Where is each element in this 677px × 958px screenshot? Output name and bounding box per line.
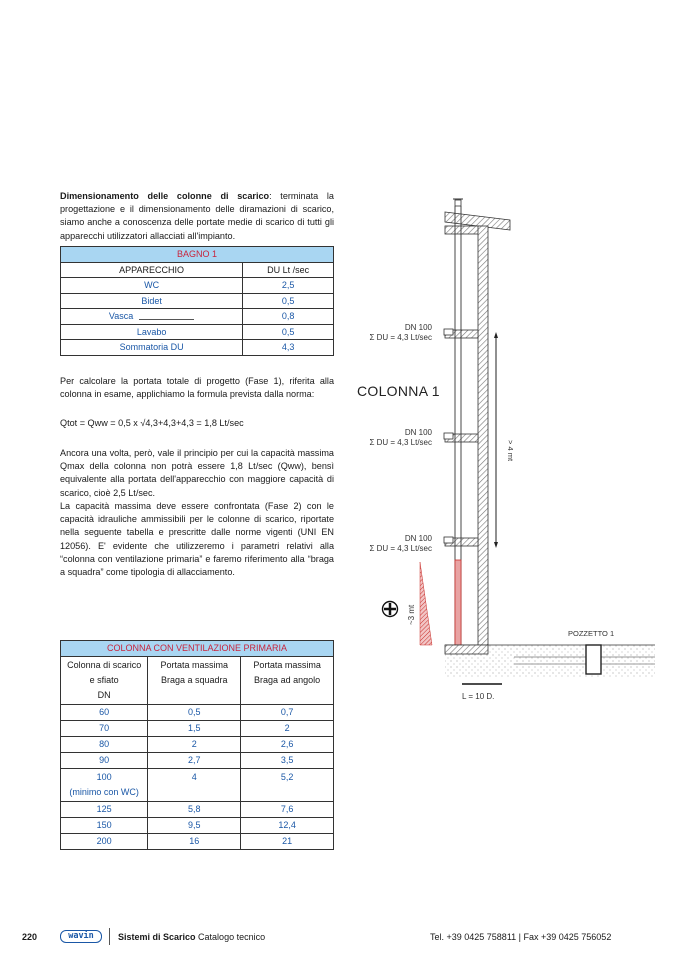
cell-angolo: 0,7 — [241, 705, 334, 721]
cell-squadra: 2 — [148, 737, 241, 753]
cell-squadra: 9,5 — [148, 818, 241, 834]
colonna-header-dn — [61, 657, 148, 705]
paragraph-calc-text: Per calcolare la portata totale di progetto (Fase 1), riferita alla colonna in esame, applichiamo la formula prevista dalla norma: — [60, 376, 334, 400]
catalog-title-bold: Sistemi di Scarico — [118, 932, 196, 942]
branch-label-2 — [360, 428, 432, 448]
cell-squadra: 4 — [148, 769, 241, 802]
header-line: Braga a squadra — [160, 675, 228, 685]
header-line: Portata massima — [253, 660, 321, 670]
table-row — [61, 818, 334, 834]
branch-du: Σ DU = 4,3 Lt/sec — [369, 333, 432, 342]
cell-angolo: 2 — [241, 721, 334, 737]
catalog-title-rest: Catalogo tecnico — [195, 932, 266, 942]
bagno-cell-value: 2,5 — [243, 278, 334, 294]
cell-dn: 200 — [61, 834, 148, 850]
bagno-cell-name-vasca — [61, 309, 243, 325]
bagno-cell-value: 4,3 — [243, 340, 334, 356]
table-row — [61, 737, 334, 753]
paragraph-fase2 — [60, 500, 334, 579]
bagno-table — [60, 246, 334, 356]
branch-dn: DN 100 — [404, 534, 432, 543]
table-row — [61, 802, 334, 818]
cell-dn: 150 — [61, 818, 148, 834]
bagno-table-title: BAGNO 1 — [61, 247, 334, 263]
paragraph-qmax-text: Ancora una volta, però, vale il principio per cui la capacità massima Qmax della colonna non potrà essere 1,8 Lt/sec (Qww), bensì equivalente alla portata dell'apparecchio con maggiore capacità di scarico, cioè 2,5 Lt/sec. — [60, 448, 334, 498]
pressure-label: ~3 mt — [407, 604, 416, 625]
cell-dn-value: 100 — [96, 772, 112, 782]
formula — [60, 417, 334, 430]
cell-dn-note: (minimo con WC) — [69, 787, 139, 797]
header-line: DN — [97, 690, 111, 700]
header-line: Portata massima — [160, 660, 229, 670]
colonna-table-title: COLONNA CON VENTILAZIONE PRIMARIA — [61, 641, 334, 657]
cell-dn: 60 — [61, 705, 148, 721]
bagno-cell-name: Vasca — [108, 311, 134, 321]
table-row — [61, 721, 334, 737]
branch-dn: DN 100 — [404, 323, 432, 332]
cell-angolo: 21 — [241, 834, 334, 850]
cell-squadra: 5,8 — [148, 802, 241, 818]
branch-label-1 — [360, 323, 432, 343]
cell-dn — [61, 769, 148, 802]
length-label: L = 10 D. — [462, 692, 495, 701]
intro-text: : terminata la progettazione e il dimensionamento delle diramazioni di scarico, siamo anche a conoscenza delle portate medie di scarico di tutti gli apparecchi utilizzatori allacciati all'impianto. — [60, 191, 334, 241]
pozzetto-label: POZZETTO 1 — [568, 629, 615, 638]
page-footer — [0, 930, 677, 946]
bagno-cell-value: 0,8 — [243, 309, 334, 325]
formula-text: Qtot = Qww = 0,5 x √4,3+4,3+4,3 = 1,8 Lt/sec — [60, 418, 244, 428]
branch-label-3 — [360, 534, 432, 554]
table-row — [61, 705, 334, 721]
table-row — [61, 340, 334, 356]
pressure-pipe-section — [455, 560, 461, 648]
header-line: Braga ad angolo — [254, 675, 321, 685]
pozzetto — [586, 645, 601, 674]
header-line: e sfiato — [89, 675, 119, 685]
intro-paragraph — [60, 190, 334, 243]
height-label: > 4 mt — [506, 440, 515, 462]
page-number: 220 — [22, 932, 38, 942]
table-row — [61, 769, 334, 802]
bagno-cell-value: 0,5 — [243, 324, 334, 340]
wavin-logo: wavin — [60, 930, 102, 943]
table-row — [61, 753, 334, 769]
cell-dn: 125 — [61, 802, 148, 818]
bagno-cell-name: Lavabo — [61, 324, 243, 340]
colonna-header-squadra — [148, 657, 241, 705]
cell-angolo: 12,4 — [241, 818, 334, 834]
underline-mark — [139, 319, 194, 320]
cell-angolo: 7,6 — [241, 802, 334, 818]
bagno-header-apparecchio: APPARECCHIO — [61, 262, 243, 278]
contact-info: Tel. +39 0425 758811 | Fax +39 0425 756052 — [430, 932, 612, 942]
cell-dn: 90 — [61, 753, 148, 769]
table-row — [61, 293, 334, 309]
table-row — [61, 324, 334, 340]
cell-angolo: 2,6 — [241, 737, 334, 753]
cell-dn: 70 — [61, 721, 148, 737]
cell-angolo: 5,2 — [241, 769, 334, 802]
table-row — [61, 278, 334, 294]
paragraph-qmax — [60, 447, 334, 500]
intro-heading: Dimensionamento delle colonne di scarico — [60, 191, 270, 201]
catalog-title — [118, 932, 265, 942]
branch-du: Σ DU = 4,3 Lt/sec — [369, 544, 432, 553]
bagno-cell-name: WC — [61, 278, 243, 294]
bagno-header-du: DU Lt /sec — [243, 262, 334, 278]
wall — [478, 226, 488, 646]
branch-dn: DN 100 — [404, 428, 432, 437]
bagno-cell-value: 0,5 — [243, 293, 334, 309]
bagno-cell-name: Sommatoria DU — [61, 340, 243, 356]
header-line: Colonna di scarico — [67, 660, 142, 670]
table-row — [61, 834, 334, 850]
cell-dn: 80 — [61, 737, 148, 753]
cell-squadra: 1,5 — [148, 721, 241, 737]
bagno-cell-name: Bidet — [61, 293, 243, 309]
branch-du: Σ DU = 4,3 Lt/sec — [369, 438, 432, 447]
paragraph-fase2-text: La capacità massima deve essere confrontata (Fase 2) con le capacità idrauliche ammissibili per le colonne di scarico, riportate nella seguente tabella e prescritte dalle norme vigenti (UNI EN 12056). E' evidente che utilizzeremo i parametri relativi alla “colonna con ventilazione primaria” e faremo riferimento alla “braga a squadra” come tipologia di allacciamento. — [60, 501, 334, 578]
cell-squadra: 16 — [148, 834, 241, 850]
table-row — [61, 309, 334, 325]
cell-angolo: 3,5 — [241, 753, 334, 769]
colonna-title: COLONNA 1 — [357, 383, 440, 399]
cell-squadra: 2,7 — [148, 753, 241, 769]
pressure-triangle — [420, 562, 432, 645]
cell-squadra: 0,5 — [148, 705, 241, 721]
colonna-header-angolo — [241, 657, 334, 705]
footer-divider — [109, 928, 110, 945]
colonna-table — [60, 640, 334, 850]
column-diagram — [350, 190, 660, 710]
paragraph-calc — [60, 375, 334, 401]
